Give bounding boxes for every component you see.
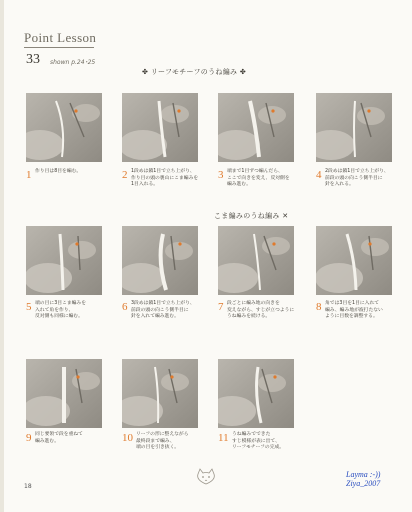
step-number-4: 4 (316, 169, 322, 181)
step-caption-line: 編み進む。 (227, 182, 251, 188)
step-caption-line: 3段めは鎖1目で立ち上がり、 (131, 301, 195, 306)
step-caption-line: 入れて角を作り、 (35, 307, 74, 313)
step-number-10: 10 (122, 432, 133, 444)
step-number-5: 5 (26, 301, 32, 313)
step-caption-4 (325, 169, 389, 189)
step-caption-line: 端の目を引き抜く。 (136, 445, 180, 451)
step-caption-line: 最終段まで編み、 (136, 438, 175, 444)
step-caption-line: 段ごとに編み地の向きを (227, 301, 280, 306)
step-number-8: 8 (316, 301, 322, 313)
step-photo-9 (26, 359, 102, 428)
step-caption-line: 同じ要領で段を重ねて (35, 432, 83, 437)
step-caption-line: 端の目に3目こま編みを (35, 301, 87, 306)
step-caption-3 (227, 169, 290, 189)
header-rule (24, 47, 94, 48)
step-caption-line: 針を入れる。 (325, 182, 354, 188)
step-caption-5 (35, 301, 86, 321)
step-caption-7 (227, 301, 294, 321)
cat-face-icon (195, 468, 217, 490)
step-photo-6 (122, 226, 198, 295)
page-number: 18 (24, 483, 32, 490)
step-caption-line: 編み進む。 (35, 438, 59, 444)
step-caption-11 (232, 432, 284, 452)
step-caption-line: 角では3目を1目に入れて (325, 301, 380, 306)
signature-line-2: Ziya_2007 (346, 479, 381, 488)
step-caption-10 (136, 432, 189, 452)
step-number-11: 11 (218, 432, 229, 444)
step-photo-7 (218, 226, 294, 295)
step-caption-line: 編み、編み地が波打たない (325, 307, 383, 313)
step-number-3: 3 (218, 169, 224, 181)
step-number-7: 7 (218, 301, 224, 313)
step-photo-5 (26, 226, 102, 295)
step-caption-line: すじ模様が表に出て、 (232, 438, 280, 444)
step-photo-11 (218, 359, 294, 428)
step-photo-8 (316, 226, 392, 295)
page-binding-edge (0, 0, 4, 512)
signature-line-1: Layma :-)) (346, 470, 381, 479)
lesson-reference: shown p.24･25 (50, 59, 96, 66)
step-caption-line: 作り目の頭の裏山にこま編みを (131, 175, 199, 181)
step-caption-1 (35, 169, 81, 176)
step-photo-4 (316, 93, 392, 162)
step-caption-line: うね編みでできた (232, 432, 271, 437)
step-number-6: 6 (122, 301, 128, 313)
step-caption-line: 端まで1目ずつ編んだら、 (227, 169, 283, 174)
step-caption-8 (325, 301, 383, 321)
step-caption-6 (131, 301, 195, 321)
step-caption-line: 2段めは鎖1目で立ち上がり、 (325, 169, 389, 174)
step-number-9: 9 (26, 432, 32, 444)
step-caption-line: 反対側も同様に編む。 (35, 314, 83, 320)
step-caption-line: 前段の頭の向こう側半目に (131, 307, 189, 313)
step-number-1: 1 (26, 169, 32, 181)
step-caption-line: 前段の頭の向こう側半目に (325, 175, 383, 181)
step-photo-2 (122, 93, 198, 162)
step-photo-10 (122, 359, 198, 428)
step-caption-line: リーフモチーフの完成。 (232, 445, 285, 451)
step-photo-3 (218, 93, 294, 162)
signature (346, 470, 380, 488)
step-number-2: 2 (122, 169, 128, 181)
step-caption-line: ように目数を調整する。 (325, 314, 378, 320)
step-caption-line: 針を入れて編み進む。 (131, 314, 179, 320)
step-caption-2 (131, 169, 198, 189)
step-caption-line: ここで向きを変え、反対側を (227, 175, 290, 181)
section-title: ✤ リーフモチーフのうね編み ✤ (142, 68, 247, 76)
step-caption-line: 1段めは鎖1目で立ち上がり、 (131, 169, 195, 174)
step-caption-line: 変えながら、すじが立つように (227, 307, 295, 313)
step-caption-9 (35, 432, 83, 445)
step-caption-line: リーフの形に整えながら (136, 432, 189, 437)
step-caption-line: うね編みを続ける。 (227, 314, 271, 320)
step-photo-1 (26, 93, 102, 162)
step-caption-line: 1目入れる。 (131, 182, 159, 188)
sub-section-title: こま編みのうね編み ✕ (214, 212, 289, 220)
lesson-number: 33 (26, 52, 40, 67)
step-caption-line: 作り目は8目を編む。 (35, 169, 82, 174)
header-title: Point Lesson (24, 30, 97, 45)
